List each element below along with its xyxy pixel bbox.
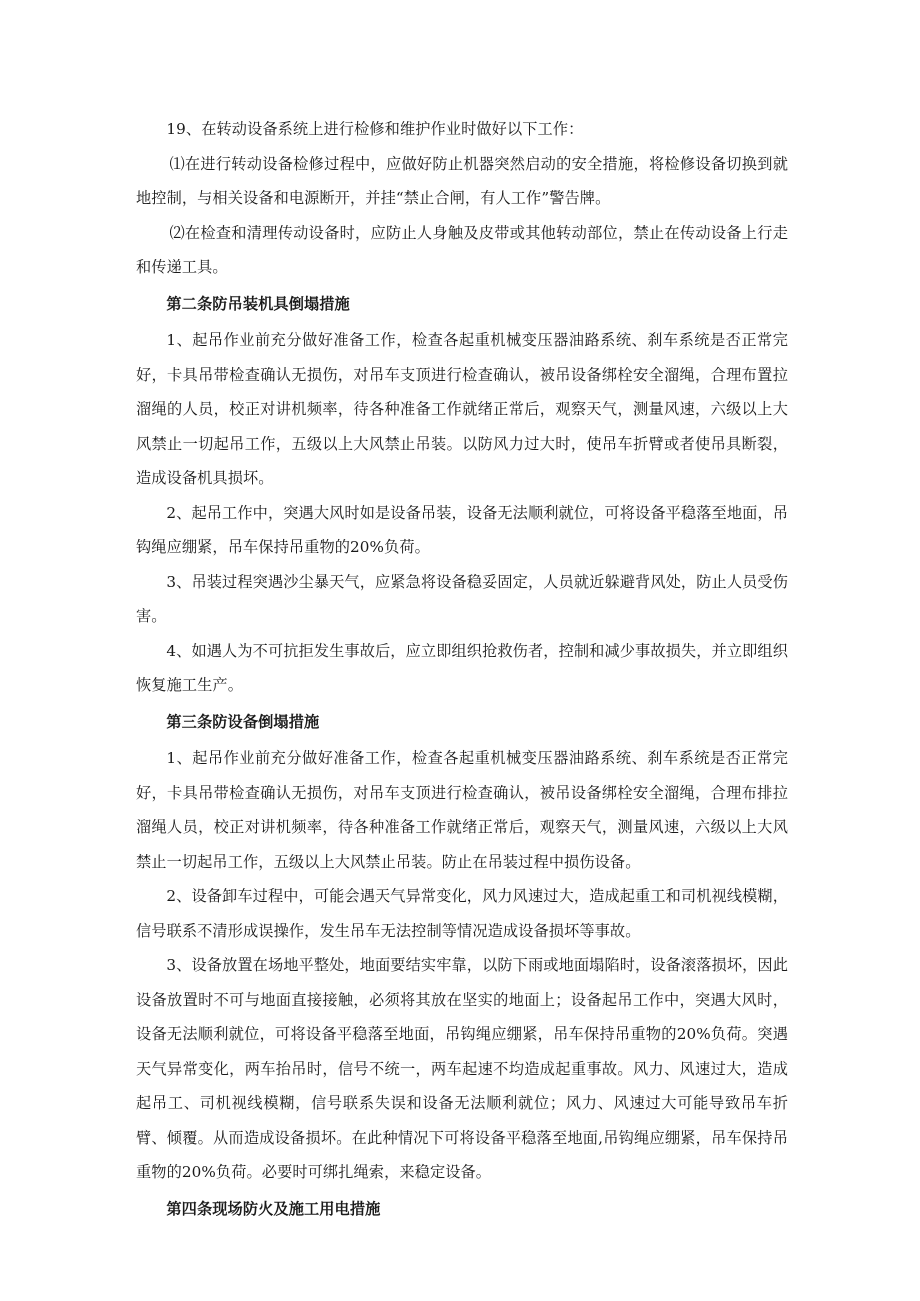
paragraph-article-2-item-1: 1、起吊作业前充分做好准备工作，检查各起重机械变压器油路系统、刹车系统是否正常完好，卡具吊带检查确认无损伤，对吊车支顶进行检查确认，被吊设备绑栓安全溜绳，合理布置拉溜绳的人员，校正对讲机频率，待各种准备工作就绪正常后，观察天气，测量风速，六级以上大风禁止一切起吊工作，五级以上大风禁止吊装。以防风力过大时，使吊车折臂或者使吊具断裂，造成设备机具损坏。: [136, 331, 788, 487]
document-body: [136, 112, 788, 1228]
paragraph-sub-2: ⑵在检查和清理传动设备时，应防止人身触及皮带或其他转动部位，禁止在传动设备上行走和传递工具。: [136, 223, 788, 276]
paragraph-article-3-item-3: 3、设备放置在场地平整处，地面要结实牢靠，以防下雨或地面塌陷时，设备滚落损坏，因此设备放置时不可与地面直接接触，必须将其放在坚实的地面上；设备起吊工作中，突遇大风时，设备无法顺利就位，可将设备平稳落至地面，吊钩绳应绷紧，吊车保持吊重物的20%负荷。突遇天气异常变化，两车抬吊时，信号不统一，两车起速不均造成起重事故。风力、风速过大，造成起吊工、司机视线模糊，信号联系失误和设备无法顺利就位；风力、风速过大可能导致吊车折臂、倾覆。从而造成设备损坏。在此种情况下可将设备平稳落至地面,吊钩绳应绷紧，吊车保持吊重物的20%负荷。必要时可绑扎绳索，来稳定设备。: [136, 956, 788, 1181]
paragraph-item-19-intro: 19、在转动设备系统上进行检修和维护作业时做好以下工作：: [166, 120, 584, 138]
section-heading-article-4: 第四条现场防火及施工用电措施: [166, 1199, 381, 1218]
paragraph-article-3-item-1: 1、起吊作业前充分做好准备工作，检查各起重机械变压器油路系统、刹车系统是否正常完好，卡具吊带检查确认无损伤，对吊车支顶进行检查确认，被吊设备绑栓安全溜绳，合理布排拉溜绳人员，校正对讲机频率，待各种准备工作就绪正常后，观察天气，测量风速，六级以上大风禁止一切起吊工作，五级以上大风禁止吊装。防止在吊装过程中损伤设备。: [136, 749, 788, 871]
paragraph-article-2-item-2: 2、起吊工作中，突遇大风时如是设备吊装，设备无法顺利就位，可将设备平稳落至地面，吊钩绳应绷紧，吊车保持吊重物的20%负荷。: [136, 503, 788, 556]
paragraph-sub-1: ⑴在进行转动设备检修过程中，应做好防止机器突然启动的安全措施，将检修设备切换到就地控制，与相关设备和电源断开，并挂“禁止合闸，有人工作”警告牌。: [136, 154, 788, 207]
section-heading-article-3: 第三条防设备倒塌措施: [166, 712, 320, 731]
paragraph-article-2-item-4: 4、如遇人为不可抗拒发生事故后，应立即组织抢救伤者，控制和减少事故损失，并立即组织恢复施工生产。: [136, 641, 788, 694]
paragraph-article-2-item-3: 3、吊装过程突遇沙尘暴天气，应紧急将设备稳妥固定，人员就近躲避背风处，防止人员受伤害。: [136, 572, 788, 625]
paragraph-article-3-item-2: 2、设备卸车过程中，可能会遇天气异常变化，风力风速过大，造成起重工和司机视线模糊，信号联系不清形成误操作，发生吊车无法控制等情况造成设备损坏等事故。: [136, 887, 788, 940]
section-heading-article-2: 第二条防吊装机具倒塌措施: [166, 294, 350, 313]
